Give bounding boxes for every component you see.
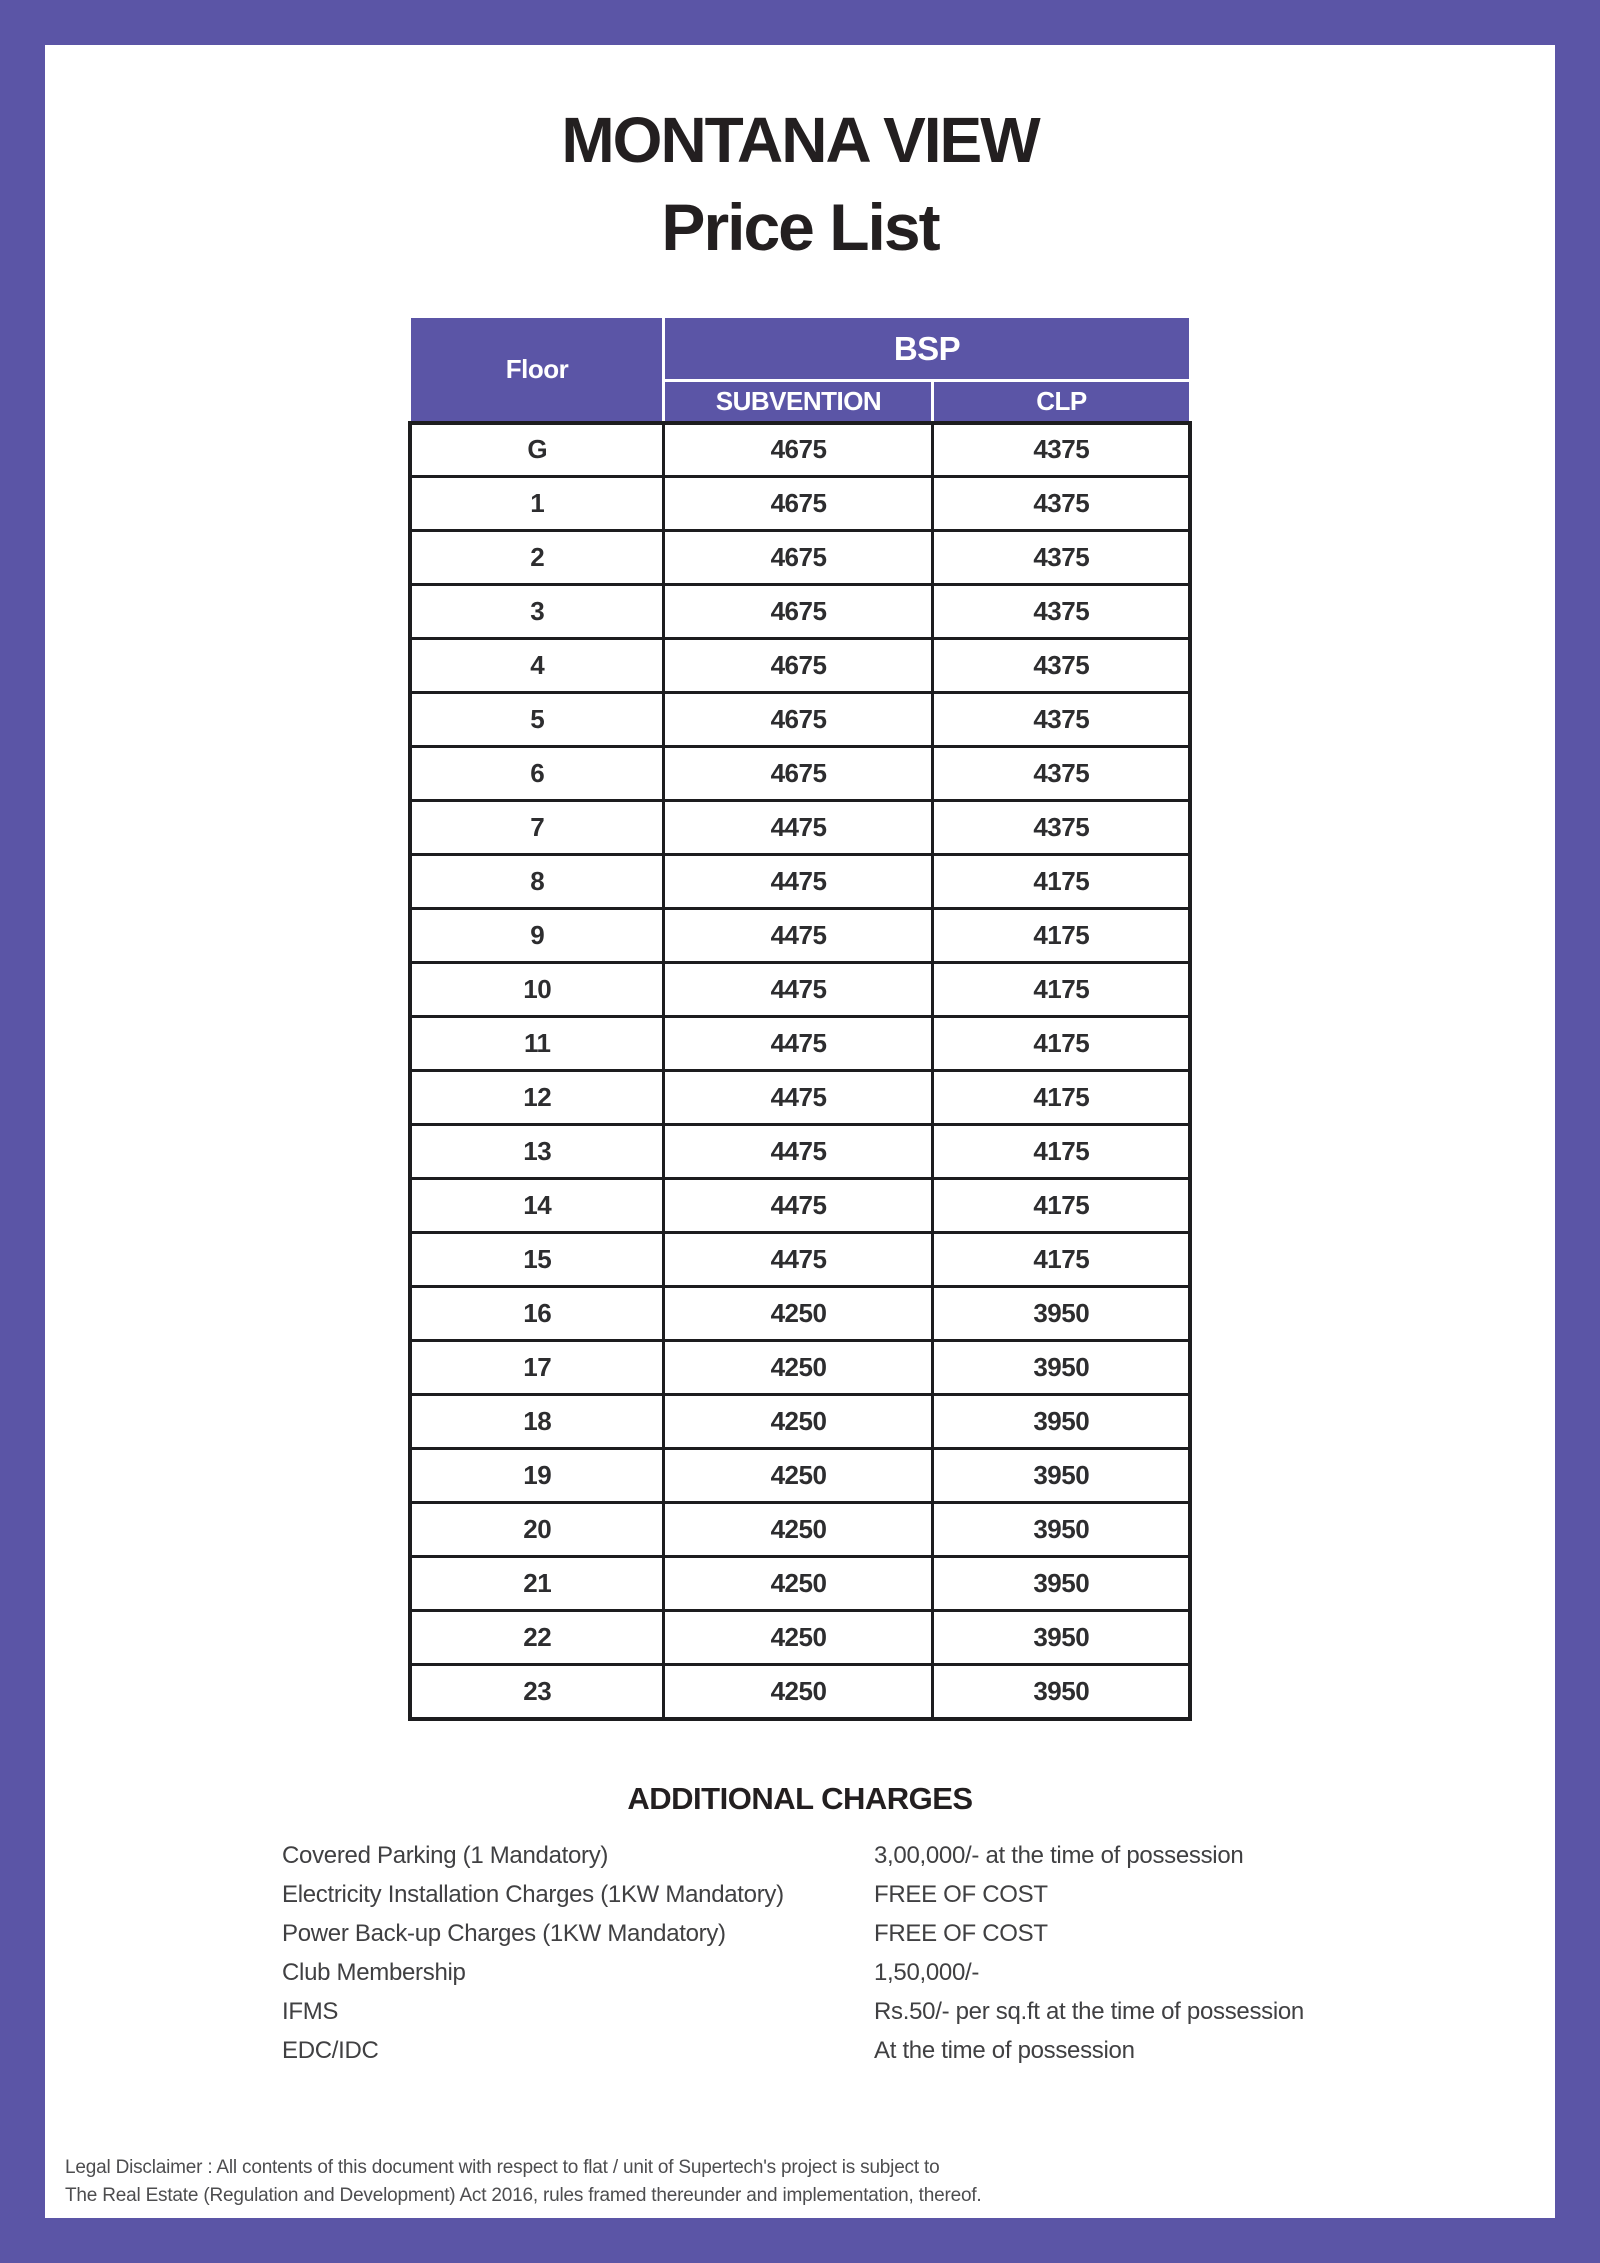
document-sheet <box>45 45 1555 2218</box>
charge-value: 3,00,000/- at the time of possession <box>874 1842 1244 1869</box>
legal-disclaimer-line1: Legal Disclaimer : All contents of this document with respect to flat / unit of Supertech's project is subject to <box>65 2157 940 2178</box>
cell-subvention: 4475 <box>664 909 933 963</box>
price-table <box>408 315 1192 1721</box>
cell-subvention: 4250 <box>664 1503 933 1557</box>
table-row <box>410 1611 1190 1665</box>
table-row <box>410 477 1190 531</box>
cell-subvention: 4250 <box>664 1287 933 1341</box>
charge-label: IFMS <box>282 1998 339 2025</box>
cell-subvention: 4475 <box>664 1233 933 1287</box>
cell-clp: 4175 <box>933 909 1190 963</box>
table-row <box>410 963 1190 1017</box>
charge-value: FREE OF COST <box>874 1881 1048 1908</box>
document-subtitle: Price List <box>661 190 939 264</box>
cell-floor: 4 <box>410 639 664 693</box>
table-row <box>410 1233 1190 1287</box>
cell-subvention: 4475 <box>664 1071 933 1125</box>
cell-floor: 3 <box>410 585 664 639</box>
cell-subvention: 4675 <box>664 477 933 531</box>
cell-clp: 3950 <box>933 1449 1190 1503</box>
charge-value: 1,50,000/- <box>874 1959 980 1986</box>
cell-floor: 21 <box>410 1557 664 1611</box>
col-header-bsp: BSP <box>664 317 1190 381</box>
table-row <box>410 1341 1190 1395</box>
charge-label: Covered Parking (1 Mandatory) <box>282 1842 609 1869</box>
document-title: MONTANA VIEW <box>561 104 1039 176</box>
cell-clp: 4175 <box>933 1125 1190 1179</box>
charge-row <box>282 1993 1515 2032</box>
cell-floor: 7 <box>410 801 664 855</box>
price-table-header <box>410 317 1190 423</box>
table-row <box>410 423 1190 477</box>
col-header-clp: CLP <box>933 381 1190 423</box>
legal-disclaimer <box>65 2154 981 2210</box>
additional-charges-list <box>45 1837 1555 2071</box>
cell-subvention: 4250 <box>664 1395 933 1449</box>
cell-clp: 4175 <box>933 855 1190 909</box>
cell-subvention: 4475 <box>664 1017 933 1071</box>
cell-clp: 3950 <box>933 1287 1190 1341</box>
cell-floor: 19 <box>410 1449 664 1503</box>
cell-subvention: 4675 <box>664 423 933 477</box>
cell-subvention: 4675 <box>664 639 933 693</box>
table-row <box>410 639 1190 693</box>
table-row <box>410 747 1190 801</box>
legal-disclaimer-line2: The Real Estate (Regulation and Development) Act 2016, rules framed thereunder and implementation, thereof. <box>65 2185 982 2206</box>
cell-subvention: 4675 <box>664 747 933 801</box>
cell-subvention: 4250 <box>664 1665 933 1719</box>
cell-subvention: 4250 <box>664 1341 933 1395</box>
table-row <box>410 1071 1190 1125</box>
table-row <box>410 909 1190 963</box>
cell-clp: 4175 <box>933 1017 1190 1071</box>
cell-clp: 4375 <box>933 423 1190 477</box>
cell-floor: 13 <box>410 1125 664 1179</box>
charge-value: At the time of possession <box>874 2037 1135 2064</box>
cell-subvention: 4250 <box>664 1557 933 1611</box>
charge-row <box>282 1837 1515 1876</box>
cell-clp: 4375 <box>933 693 1190 747</box>
cell-floor: 20 <box>410 1503 664 1557</box>
cell-floor: 6 <box>410 747 664 801</box>
cell-subvention: 4475 <box>664 1125 933 1179</box>
charge-label: EDC/IDC <box>282 2037 379 2064</box>
table-row <box>410 1557 1190 1611</box>
cell-floor: 17 <box>410 1341 664 1395</box>
cell-subvention: 4475 <box>664 801 933 855</box>
cell-floor: 5 <box>410 693 664 747</box>
cell-floor: 23 <box>410 1665 664 1719</box>
cell-floor: 12 <box>410 1071 664 1125</box>
cell-subvention: 4475 <box>664 1179 933 1233</box>
table-row <box>410 585 1190 639</box>
cell-subvention: 4250 <box>664 1449 933 1503</box>
charge-row <box>282 2032 1515 2071</box>
charge-label: Power Back-up Charges (1KW Mandatory) <box>282 1920 726 1947</box>
cell-subvention: 4675 <box>664 585 933 639</box>
table-row <box>410 1503 1190 1557</box>
cell-clp: 4375 <box>933 585 1190 639</box>
charge-value: FREE OF COST <box>874 1920 1048 1947</box>
cell-floor: 1 <box>410 477 664 531</box>
table-row <box>410 1287 1190 1341</box>
cell-subvention: 4675 <box>664 531 933 585</box>
cell-clp: 4375 <box>933 639 1190 693</box>
cell-clp: 3950 <box>933 1503 1190 1557</box>
charge-row <box>282 1915 1515 1954</box>
table-row <box>410 1665 1190 1719</box>
price-table-body <box>410 423 1190 1719</box>
table-row <box>410 1395 1190 1449</box>
cell-clp: 4175 <box>933 1179 1190 1233</box>
cell-floor: 22 <box>410 1611 664 1665</box>
cell-floor: 15 <box>410 1233 664 1287</box>
cell-floor: 2 <box>410 531 664 585</box>
charge-row <box>282 1954 1515 1993</box>
charge-label: Electricity Installation Charges (1KW Mandatory) <box>282 1881 784 1908</box>
cell-clp: 4375 <box>933 747 1190 801</box>
cell-floor: G <box>410 423 664 477</box>
cell-clp: 4175 <box>933 1233 1190 1287</box>
additional-charges-heading: ADDITIONAL CHARGES <box>627 1780 973 1816</box>
table-row <box>410 1449 1190 1503</box>
charge-row <box>282 1876 1515 1915</box>
cell-clp: 4375 <box>933 477 1190 531</box>
cell-floor: 18 <box>410 1395 664 1449</box>
col-header-subvention: SUBVENTION <box>664 381 933 423</box>
cell-floor: 10 <box>410 963 664 1017</box>
cell-floor: 8 <box>410 855 664 909</box>
cell-clp: 4175 <box>933 1071 1190 1125</box>
cell-floor: 9 <box>410 909 664 963</box>
cell-floor: 14 <box>410 1179 664 1233</box>
cell-subvention: 4475 <box>664 963 933 1017</box>
cell-subvention: 4250 <box>664 1611 933 1665</box>
charge-label: Club Membership <box>282 1959 466 1986</box>
cell-clp: 4375 <box>933 531 1190 585</box>
table-row <box>410 801 1190 855</box>
table-row <box>410 531 1190 585</box>
cell-clp: 3950 <box>933 1665 1190 1719</box>
table-row <box>410 1125 1190 1179</box>
cell-subvention: 4475 <box>664 855 933 909</box>
cell-clp: 4375 <box>933 801 1190 855</box>
cell-subvention: 4675 <box>664 693 933 747</box>
col-header-floor: Floor <box>410 317 664 423</box>
table-row <box>410 693 1190 747</box>
charge-value: Rs.50/- per sq.ft at the time of possession <box>874 1998 1304 2025</box>
cell-clp: 3950 <box>933 1611 1190 1665</box>
cell-clp: 4175 <box>933 963 1190 1017</box>
cell-clp: 3950 <box>933 1557 1190 1611</box>
table-row <box>410 1017 1190 1071</box>
cell-clp: 3950 <box>933 1341 1190 1395</box>
cell-floor: 11 <box>410 1017 664 1071</box>
table-row <box>410 1179 1190 1233</box>
cell-floor: 16 <box>410 1287 664 1341</box>
cell-clp: 3950 <box>933 1395 1190 1449</box>
table-row <box>410 855 1190 909</box>
